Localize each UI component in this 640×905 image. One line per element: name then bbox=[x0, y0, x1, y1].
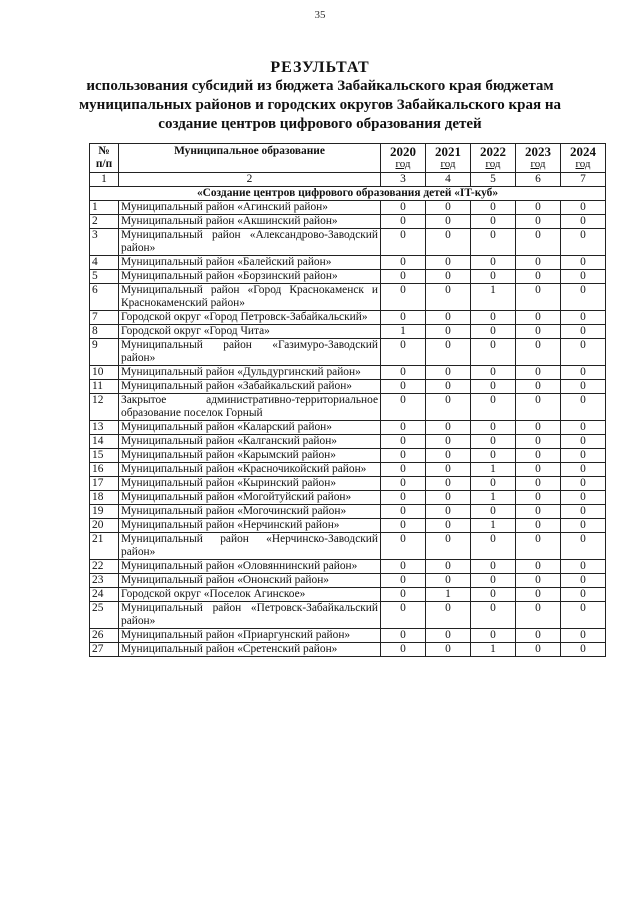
column-header-year bbox=[516, 144, 561, 173]
year-value-cell: 0 bbox=[381, 463, 426, 477]
year-value-cell: 0 bbox=[426, 449, 471, 463]
year-value-cell: 0 bbox=[516, 284, 561, 311]
table-row bbox=[90, 380, 606, 394]
year-value-cell: 0 bbox=[426, 325, 471, 339]
table-row bbox=[90, 643, 606, 657]
year-value-cell: 0 bbox=[561, 435, 606, 449]
year-value-cell: 0 bbox=[516, 629, 561, 643]
year-value-cell: 0 bbox=[381, 215, 426, 229]
document-subtitle-line-3: создание центров цифрового образования детей bbox=[158, 116, 482, 132]
year-value-cell: 0 bbox=[516, 449, 561, 463]
document-title: РЕЗУЛЬТАТ bbox=[270, 59, 370, 76]
year-value-cell: 0 bbox=[516, 394, 561, 421]
year-value-cell: 0 bbox=[561, 629, 606, 643]
row-number-cell: 20 bbox=[90, 519, 119, 533]
year-value-cell: 0 bbox=[561, 533, 606, 560]
row-number-cell: 21 bbox=[90, 533, 119, 560]
municipality-name-cell: Муниципальный район «Кыринский район» bbox=[119, 477, 381, 491]
year-value-cell: 0 bbox=[381, 256, 426, 270]
year-value-cell: 0 bbox=[381, 574, 426, 588]
year-value-cell: 0 bbox=[516, 533, 561, 560]
year-value-cell: 0 bbox=[471, 449, 516, 463]
year-value-cell: 0 bbox=[561, 505, 606, 519]
year-value-cell: 0 bbox=[561, 449, 606, 463]
row-number-cell: 13 bbox=[90, 421, 119, 435]
year-value-cell: 0 bbox=[426, 629, 471, 643]
year-value-cell: 0 bbox=[471, 602, 516, 629]
year-value-cell: 0 bbox=[561, 325, 606, 339]
column-index-cell: 3 bbox=[381, 173, 426, 187]
year-label: 2020 bbox=[390, 144, 416, 159]
row-number-cell: 5 bbox=[90, 270, 119, 284]
year-value-cell: 0 bbox=[381, 394, 426, 421]
column-index-cell: 7 bbox=[561, 173, 606, 187]
table-row bbox=[90, 491, 606, 505]
year-value-cell: 0 bbox=[426, 463, 471, 477]
page-number: 35 bbox=[314, 9, 326, 21]
municipality-name-cell: Городской округ «Город Чита» bbox=[119, 325, 381, 339]
column-header-year bbox=[561, 144, 606, 173]
year-value-cell: 0 bbox=[381, 435, 426, 449]
year-value-cell: 0 bbox=[561, 421, 606, 435]
row-number-cell: 10 bbox=[90, 366, 119, 380]
year-value-cell: 0 bbox=[381, 602, 426, 629]
year-value-cell: 0 bbox=[381, 449, 426, 463]
row-number-cell: 17 bbox=[90, 477, 119, 491]
row-number-cell: 9 bbox=[90, 339, 119, 366]
table-row bbox=[90, 201, 606, 215]
year-value-cell: 0 bbox=[426, 505, 471, 519]
year-value-cell: 0 bbox=[516, 201, 561, 215]
table-row bbox=[90, 421, 606, 435]
year-value-cell: 0 bbox=[426, 477, 471, 491]
year-value-cell: 0 bbox=[381, 477, 426, 491]
year-value-cell: 0 bbox=[426, 380, 471, 394]
year-value-cell: 0 bbox=[561, 463, 606, 477]
column-index-cell: 6 bbox=[516, 173, 561, 187]
table-header-row bbox=[90, 144, 606, 173]
year-value-cell: 0 bbox=[471, 201, 516, 215]
year-value-cell: 0 bbox=[471, 339, 516, 366]
row-number-cell: 23 bbox=[90, 574, 119, 588]
year-value-cell: 0 bbox=[381, 519, 426, 533]
municipality-name-cell: Муниципальный район «Нерчинский район» bbox=[119, 519, 381, 533]
year-value-cell: 0 bbox=[381, 533, 426, 560]
year-value-cell: 0 bbox=[516, 366, 561, 380]
table-row bbox=[90, 256, 606, 270]
table-row bbox=[90, 339, 606, 366]
row-number-cell: 3 bbox=[90, 229, 119, 256]
year-value-cell: 0 bbox=[516, 215, 561, 229]
year-label: 2021 bbox=[435, 144, 461, 159]
section-header-row bbox=[90, 187, 606, 201]
municipality-name-cell: Муниципальный район «Борзинский район» bbox=[119, 270, 381, 284]
municipality-name-cell: Муниципальный район «Каларский район» bbox=[119, 421, 381, 435]
column-index-cell: 5 bbox=[471, 173, 516, 187]
year-value-cell: 0 bbox=[561, 366, 606, 380]
municipality-name-cell: Закрытое административно-территориальное образование поселок Горный bbox=[119, 394, 381, 421]
table-row bbox=[90, 588, 606, 602]
year-value-cell: 0 bbox=[561, 270, 606, 284]
year-value-cell: 0 bbox=[516, 229, 561, 256]
table-row bbox=[90, 574, 606, 588]
year-value-cell: 0 bbox=[381, 311, 426, 325]
year-value-cell: 0 bbox=[471, 394, 516, 421]
municipality-name-cell: Муниципальный район «Агинский район» bbox=[119, 201, 381, 215]
row-number-cell: 8 bbox=[90, 325, 119, 339]
year-value-cell: 0 bbox=[426, 421, 471, 435]
municipality-name-cell: Муниципальный район «Дульдургинский район» bbox=[119, 366, 381, 380]
year-value-cell: 0 bbox=[561, 588, 606, 602]
row-number-cell: 19 bbox=[90, 505, 119, 519]
municipality-name-cell: Городской округ «Поселок Агинское» bbox=[119, 588, 381, 602]
year-value-cell: 0 bbox=[426, 229, 471, 256]
row-number-cell: 25 bbox=[90, 602, 119, 629]
row-number-cell: 6 bbox=[90, 284, 119, 311]
year-value-cell: 0 bbox=[426, 602, 471, 629]
municipality-name-cell: Муниципальный район «Оловяннинский район» bbox=[119, 560, 381, 574]
municipality-name-cell: Городской округ «Город Петровск-Забайкальский» bbox=[119, 311, 381, 325]
year-value-cell: 0 bbox=[561, 394, 606, 421]
year-unit: год bbox=[485, 158, 501, 170]
year-value-cell: 0 bbox=[426, 435, 471, 449]
year-value-cell: 1 bbox=[381, 325, 426, 339]
year-value-cell: 0 bbox=[426, 215, 471, 229]
year-value-cell: 0 bbox=[381, 643, 426, 657]
table-row bbox=[90, 533, 606, 560]
year-unit: год bbox=[395, 158, 411, 170]
year-value-cell: 0 bbox=[426, 270, 471, 284]
year-value-cell: 0 bbox=[471, 229, 516, 256]
row-number-cell: 1 bbox=[90, 201, 119, 215]
table-row bbox=[90, 311, 606, 325]
year-value-cell: 0 bbox=[516, 421, 561, 435]
table-row bbox=[90, 629, 606, 643]
year-value-cell: 1 bbox=[471, 284, 516, 311]
year-value-cell: 0 bbox=[471, 560, 516, 574]
table-row bbox=[90, 284, 606, 311]
year-value-cell: 0 bbox=[561, 284, 606, 311]
row-number-cell: 24 bbox=[90, 588, 119, 602]
year-value-cell: 0 bbox=[516, 325, 561, 339]
year-value-cell: 0 bbox=[561, 477, 606, 491]
year-value-cell: 0 bbox=[516, 380, 561, 394]
municipality-name-cell: Муниципальный район «Александрово-Заводский район» bbox=[119, 229, 381, 256]
document-subtitle-line-1: использования субсидий из бюджета Забайкальского края бюджетам bbox=[86, 78, 554, 94]
table-row bbox=[90, 519, 606, 533]
year-value-cell: 0 bbox=[516, 643, 561, 657]
year-value-cell: 0 bbox=[471, 215, 516, 229]
year-value-cell: 1 bbox=[471, 463, 516, 477]
year-value-cell: 0 bbox=[561, 229, 606, 256]
year-value-cell: 0 bbox=[516, 602, 561, 629]
column-index-cell: 2 bbox=[119, 173, 381, 187]
municipality-name-cell: Муниципальный район «Ононский район» bbox=[119, 574, 381, 588]
municipality-name-cell: Муниципальный район «Приаргунский район» bbox=[119, 629, 381, 643]
table-row bbox=[90, 560, 606, 574]
year-value-cell: 0 bbox=[471, 574, 516, 588]
year-value-cell: 0 bbox=[561, 380, 606, 394]
year-value-cell: 0 bbox=[381, 366, 426, 380]
year-label: 2022 bbox=[480, 144, 506, 159]
row-number-cell: 14 bbox=[90, 435, 119, 449]
year-value-cell: 0 bbox=[561, 215, 606, 229]
municipality-name-cell: Муниципальный район «Сретенский район» bbox=[119, 643, 381, 657]
year-value-cell: 0 bbox=[471, 421, 516, 435]
year-value-cell: 0 bbox=[426, 519, 471, 533]
municipality-name-cell: Муниципальный район «Могойтуйский район» bbox=[119, 491, 381, 505]
year-value-cell: 1 bbox=[426, 588, 471, 602]
year-value-cell: 0 bbox=[516, 477, 561, 491]
document-subtitle-line-2: муниципальных районов и городских округов Забайкальского края на bbox=[78, 97, 562, 113]
row-number-cell: 16 bbox=[90, 463, 119, 477]
row-number-cell: 26 bbox=[90, 629, 119, 643]
year-value-cell: 0 bbox=[471, 325, 516, 339]
year-value-cell: 0 bbox=[516, 435, 561, 449]
year-value-cell: 0 bbox=[516, 574, 561, 588]
year-value-cell: 0 bbox=[381, 560, 426, 574]
year-value-cell: 0 bbox=[516, 588, 561, 602]
year-value-cell: 0 bbox=[381, 284, 426, 311]
column-header-number: № п/п bbox=[90, 144, 119, 173]
municipality-name-cell: Муниципальный район «Калганский район» bbox=[119, 435, 381, 449]
municipality-name-cell: Муниципальный район «Могочинский район» bbox=[119, 505, 381, 519]
year-value-cell: 0 bbox=[471, 256, 516, 270]
year-value-cell: 0 bbox=[561, 519, 606, 533]
municipality-name-cell: Муниципальный район «Забайкальский район» bbox=[119, 380, 381, 394]
year-value-cell: 0 bbox=[561, 311, 606, 325]
year-value-cell: 0 bbox=[471, 435, 516, 449]
year-value-cell: 0 bbox=[426, 201, 471, 215]
row-number-cell: 12 bbox=[90, 394, 119, 421]
year-value-cell: 0 bbox=[561, 201, 606, 215]
row-number-cell: 11 bbox=[90, 380, 119, 394]
table-row bbox=[90, 449, 606, 463]
document-heading bbox=[70, 58, 570, 134]
row-number-cell: 15 bbox=[90, 449, 119, 463]
year-value-cell: 1 bbox=[471, 643, 516, 657]
year-value-cell: 0 bbox=[516, 339, 561, 366]
year-value-cell: 0 bbox=[426, 643, 471, 657]
year-value-cell: 0 bbox=[561, 602, 606, 629]
year-value-cell: 0 bbox=[426, 311, 471, 325]
municipality-name-cell: Муниципальный район «Карымский район» bbox=[119, 449, 381, 463]
year-value-cell: 0 bbox=[561, 339, 606, 366]
year-value-cell: 0 bbox=[471, 588, 516, 602]
year-label: 2023 bbox=[525, 144, 551, 159]
table-row bbox=[90, 325, 606, 339]
year-value-cell: 0 bbox=[516, 505, 561, 519]
table-row bbox=[90, 602, 606, 629]
municipality-name-cell: Муниципальный район «Город Краснокаменск и Краснокаменский район» bbox=[119, 284, 381, 311]
year-value-cell: 0 bbox=[561, 256, 606, 270]
year-label: 2024 bbox=[570, 144, 596, 159]
column-index-cell: 4 bbox=[426, 173, 471, 187]
year-value-cell: 0 bbox=[381, 588, 426, 602]
year-value-cell: 0 bbox=[516, 491, 561, 505]
year-value-cell: 0 bbox=[471, 533, 516, 560]
column-index-cell: 1 bbox=[90, 173, 119, 187]
municipality-name-cell: Муниципальный район «Красночикойский район» bbox=[119, 463, 381, 477]
year-value-cell: 0 bbox=[381, 270, 426, 284]
year-value-cell: 0 bbox=[471, 629, 516, 643]
table-row bbox=[90, 366, 606, 380]
year-value-cell: 0 bbox=[381, 339, 426, 366]
year-value-cell: 0 bbox=[471, 311, 516, 325]
year-value-cell: 0 bbox=[426, 574, 471, 588]
year-value-cell: 0 bbox=[516, 519, 561, 533]
municipality-name-cell: Муниципальный район «Петровск-Забайкальский район» bbox=[119, 602, 381, 629]
year-value-cell: 0 bbox=[381, 229, 426, 256]
row-number-cell: 7 bbox=[90, 311, 119, 325]
table-row bbox=[90, 229, 606, 256]
year-value-cell: 0 bbox=[471, 270, 516, 284]
row-number-cell: 4 bbox=[90, 256, 119, 270]
year-value-cell: 0 bbox=[516, 463, 561, 477]
municipality-name-cell: Муниципальный район «Акшинский район» bbox=[119, 215, 381, 229]
table-row bbox=[90, 270, 606, 284]
table-row bbox=[90, 477, 606, 491]
year-value-cell: 0 bbox=[516, 270, 561, 284]
year-value-cell: 0 bbox=[471, 505, 516, 519]
row-number-cell: 18 bbox=[90, 491, 119, 505]
year-value-cell: 0 bbox=[381, 629, 426, 643]
municipality-name-cell: Муниципальный район «Балейский район» bbox=[119, 256, 381, 270]
year-value-cell: 0 bbox=[471, 366, 516, 380]
year-value-cell: 0 bbox=[471, 380, 516, 394]
year-value-cell: 0 bbox=[426, 560, 471, 574]
year-value-cell: 0 bbox=[381, 421, 426, 435]
year-value-cell: 0 bbox=[381, 491, 426, 505]
year-unit: год bbox=[575, 158, 591, 170]
year-value-cell: 0 bbox=[426, 533, 471, 560]
year-value-cell: 0 bbox=[561, 643, 606, 657]
year-value-cell: 0 bbox=[381, 201, 426, 215]
year-value-cell: 0 bbox=[426, 394, 471, 421]
municipality-name-cell: Муниципальный район «Нерчинско-Заводский район» bbox=[119, 533, 381, 560]
year-value-cell: 0 bbox=[561, 560, 606, 574]
table-row bbox=[90, 435, 606, 449]
year-value-cell: 0 bbox=[426, 339, 471, 366]
column-index-row bbox=[90, 173, 606, 187]
year-value-cell: 0 bbox=[426, 256, 471, 270]
section-title: «Создание центров цифрового образования детей «IT-куб» bbox=[90, 187, 606, 201]
year-value-cell: 0 bbox=[426, 491, 471, 505]
row-number-cell: 2 bbox=[90, 215, 119, 229]
year-value-cell: 1 bbox=[471, 491, 516, 505]
column-header-year bbox=[471, 144, 516, 173]
year-value-cell: 0 bbox=[561, 491, 606, 505]
table-row bbox=[90, 215, 606, 229]
municipality-name-cell: Муниципальный район «Газимуро-Заводский район» bbox=[119, 339, 381, 366]
column-header-year bbox=[426, 144, 471, 173]
column-header-year bbox=[381, 144, 426, 173]
year-value-cell: 0 bbox=[561, 574, 606, 588]
year-unit: год bbox=[530, 158, 546, 170]
year-value-cell: 0 bbox=[381, 380, 426, 394]
year-value-cell: 0 bbox=[426, 366, 471, 380]
table-row bbox=[90, 463, 606, 477]
year-value-cell: 0 bbox=[516, 560, 561, 574]
year-value-cell: 1 bbox=[471, 519, 516, 533]
year-unit: год bbox=[440, 158, 456, 170]
year-value-cell: 0 bbox=[471, 477, 516, 491]
table-row bbox=[90, 505, 606, 519]
row-number-cell: 27 bbox=[90, 643, 119, 657]
year-value-cell: 0 bbox=[381, 505, 426, 519]
results-table bbox=[89, 143, 606, 657]
table-row bbox=[90, 394, 606, 421]
row-number-cell: 22 bbox=[90, 560, 119, 574]
year-value-cell: 0 bbox=[516, 311, 561, 325]
year-value-cell: 0 bbox=[516, 256, 561, 270]
year-value-cell: 0 bbox=[426, 284, 471, 311]
column-header-municipality: Муниципальное образование bbox=[119, 144, 381, 173]
